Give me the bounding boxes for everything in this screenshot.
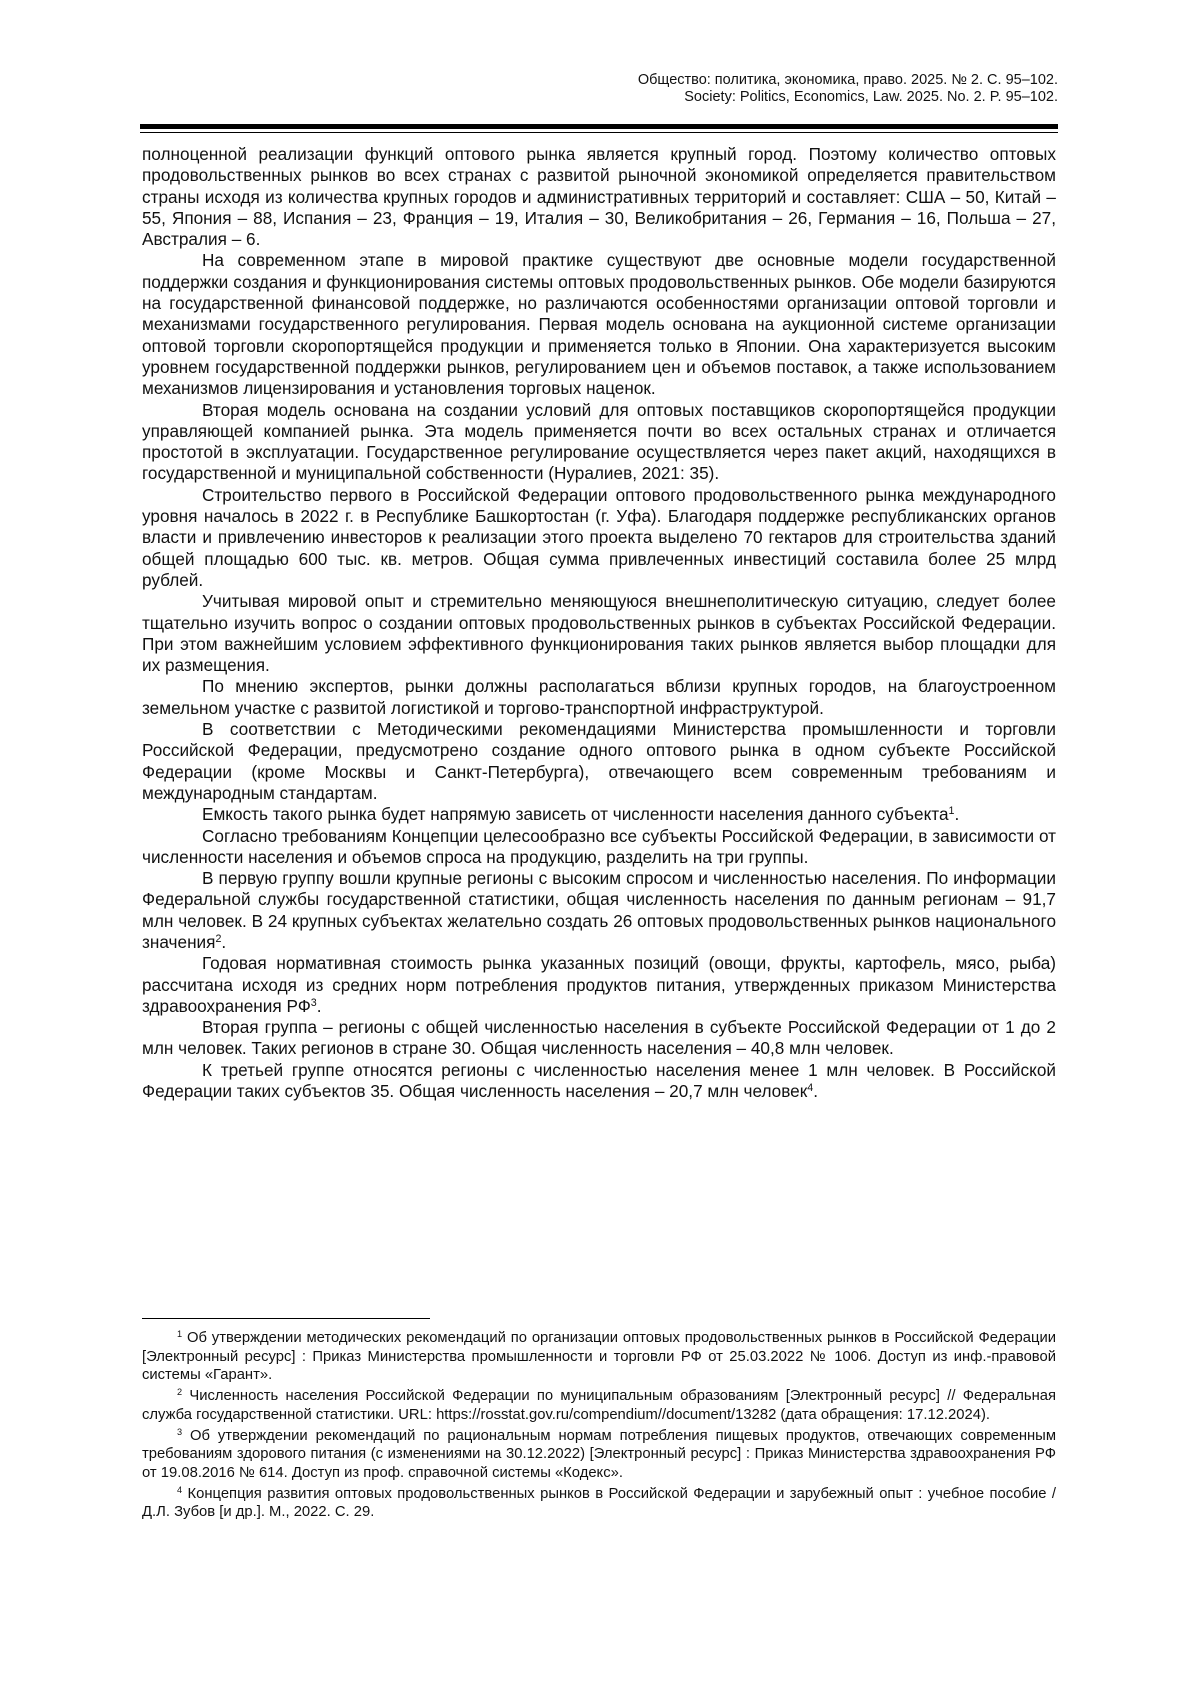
article-body bbox=[142, 144, 1056, 1102]
paragraph-10 bbox=[142, 868, 1056, 953]
footnote-text: Об утверждении методических рекомендаций по организации оптовых продовольственных рынков в Российской Федерации [Электронный ресурс] : Приказ Министерства промышленности и торговли РФ от 25.03.2022 № 1006. Доступ из инф.-правовой системы «Гарант». bbox=[142, 1330, 1056, 1384]
footnote-4 bbox=[142, 1485, 1056, 1522]
header-citation-en: Society: Politics, Economics, Law. 2025. No. 2. P. 95–102. bbox=[684, 89, 1058, 105]
footnote-separator bbox=[142, 1318, 430, 1319]
footnote-text: Концепция развития оптовых продовольственных рынков в Российской Федерации и зарубежный опыт : учебное пособие / Д.Л. Зубов [и др.]. М., 2022. С. 29. bbox=[142, 1485, 1056, 1521]
footnote-number: 2 bbox=[177, 1387, 183, 1398]
paragraph-10-text: В первую группу вошли крупные регионы с высоким спросом и численностью населения. По информации Федеральной службы государственной статистики, общая численность населения по данным регионам – 91,7 млн человек. В 24 крупных субъектах желательно создать 26 оптовых продовольственных рынков национального значения bbox=[142, 868, 1056, 952]
footnote-number: 4 bbox=[177, 1484, 183, 1495]
paragraph-11-end: . bbox=[316, 995, 322, 1016]
paragraph-11 bbox=[142, 953, 1056, 1017]
paragraph-8 bbox=[142, 804, 1056, 825]
header-rule-thin bbox=[140, 132, 1058, 133]
paragraph-8-end: . bbox=[954, 804, 960, 825]
paragraph-11-text: Годовая нормативная стоимость рынка указанных позиций (овощи, фрукты, картофель, мясо, рыба) рассчитана исходя из средних норм потребления продуктов питания, утвержденных приказом Министерства здравоохранения РФ bbox=[142, 953, 1056, 1016]
running-header bbox=[140, 72, 1058, 106]
paragraph-6: По мнению экспертов, рынки должны располагаться вблизи крупных городов, на благоустроенном земельном участке с развитой логистикой и торгово-транспортной инфраструктурой. bbox=[142, 676, 1056, 718]
paragraph-13 bbox=[142, 1060, 1056, 1103]
paragraph-2: На современном этапе в мировой практике существуют две основные модели государственной поддержки создания и функционирования системы оптовых продовольственных рынков. Обе модели базируются на государственной финансовой поддержке, но различаются особенностями организации оптовой торговли и механизмами государственного регулирования. Первая модель основана на аукционной системе организации оптовой торговли скоропортящейся продукции и применяется только в Японии. Она характеризуется высоким уровнем государственной поддержки рынков, регулированием цен и объемов поставок, а также использованием механизмов лицензирования и установления торговых наценок. bbox=[142, 250, 1056, 399]
paragraph-3: Вторая модель основана на создании условий для оптовых поставщиков скоропортящейся продукции управляющей компанией рынка. Эта модель применяется почти во всех остальных странах и отличается простотой в эксплуатации. Государственное регулирование осуществляется через пакет акций, находящихся в государственной и муниципальной собственности (Нуралиев, 2021: 35). bbox=[142, 399, 1056, 484]
footnote-3 bbox=[142, 1427, 1056, 1483]
paragraph-12: Вторая группа – регионы с общей численностью населения в субъекте Российской Федерации от 1 до 2 млн человек. Таких регионов в стране 30. Общая численность населения – 40,8 млн человек. bbox=[142, 1017, 1056, 1059]
header-citation-ru: Общество: политика, экономика, право. 2025. № 2. С. 95–102. bbox=[637, 72, 1058, 88]
paragraph-5: Учитывая мировой опыт и стремительно меняющуюся внешнеполитическую ситуацию, следует более тщательно изучить вопрос о создании оптовых продовольственных рынков в субъектах Российской Федерации. При этом важнейшим условием эффективного функционирования таких рынков является выбор площадки для их размещения. bbox=[142, 591, 1056, 676]
footnote-ref-4[interactable]: 4 bbox=[807, 1082, 814, 1095]
paragraph-8-text: Емкость такого рынка будет напрямую зависеть от численности населения данного субъекта bbox=[202, 804, 949, 825]
paragraph-13-text: К третьей группе относятся регионы с численностью населения менее 1 млн человек. В Российской Федерации таких субъектов 35. Общая численность населения – 20,7 млн человек bbox=[142, 1059, 1056, 1102]
paragraph-9: Согласно требованиям Концепции целесообразно все субъекты Российской Федерации, в зависимости от численности населения и объемов спроса на продукцию, разделить на три группы. bbox=[142, 825, 1056, 867]
footnote-number: 3 bbox=[177, 1426, 183, 1437]
footnote-text: Численность населения Российской Федерации по муниципальным образованиям [Электронный ресурс] // Федеральная служба государственной статистики. URL: https://rosstat.gov.ru/compendium//document/13282 (дата обращения: 17.12.2024). bbox=[142, 1388, 1056, 1423]
footnotes bbox=[142, 1329, 1056, 1524]
paragraph-1: полноценной реализации функций оптового рынка является крупный город. Поэтому количество оптовых продовольственных рынков во всех странах с развитой рыночной экономикой определяется правительством страны исходя из количества крупных городов и административных территорий и составляет: США – 50, Китай – 55, Япония – 88, Испания – 23, Франция – 19, Италия – 30, Великобритания – 26, Германия – 16, Польша – 27, Австралия – 6. bbox=[142, 144, 1056, 250]
footnote-ref-3[interactable]: 3 bbox=[310, 997, 317, 1010]
paragraph-10-end: . bbox=[221, 931, 227, 952]
footnote-text: Об утверждении рекомендаций по рациональным нормам потребления пищевых продуктов, отвечающих современным требованиям здорового питания (с изменениями на 30.12.2022) [Электронный ресурс] : Приказ Министерства здравоохранения РФ от 19.08.2016 № 614. Доступ из проф. справочной системы «Кодекс». bbox=[142, 1427, 1056, 1481]
footnote-2 bbox=[142, 1387, 1056, 1424]
footnote-number: 1 bbox=[177, 1328, 183, 1339]
paragraph-13-end: . bbox=[813, 1081, 818, 1102]
header-rule-thick bbox=[140, 124, 1058, 129]
footnote-ref-1[interactable]: 1 bbox=[948, 805, 955, 818]
paragraph-4: Строительство первого в Российской Федерации оптового продовольственного рынка международного уровня началось в 2022 г. в Республике Башкортостан (г. Уфа). Благодаря поддержке республиканских органов власти и привлечению инвесторов к реализации этого проекта выделено 70 гектаров для строительства зданий общей площадью 600 тыс. кв. метров. Общая сумма привлеченных инвестиций составила более 25 млрд рублей. bbox=[142, 484, 1056, 590]
footnote-ref-2[interactable]: 2 bbox=[215, 933, 222, 946]
footnote-1 bbox=[142, 1329, 1056, 1385]
paragraph-7: В соответствии с Методическими рекомендациями Министерства промышленности и торговли Российской Федерации, предусмотрено создание одного оптового рынка в одном субъекте Российской Федерации (кроме Москвы и Санкт-Петербурга), отвечающего всем современным требованиям и международным стандартам. bbox=[142, 719, 1056, 803]
